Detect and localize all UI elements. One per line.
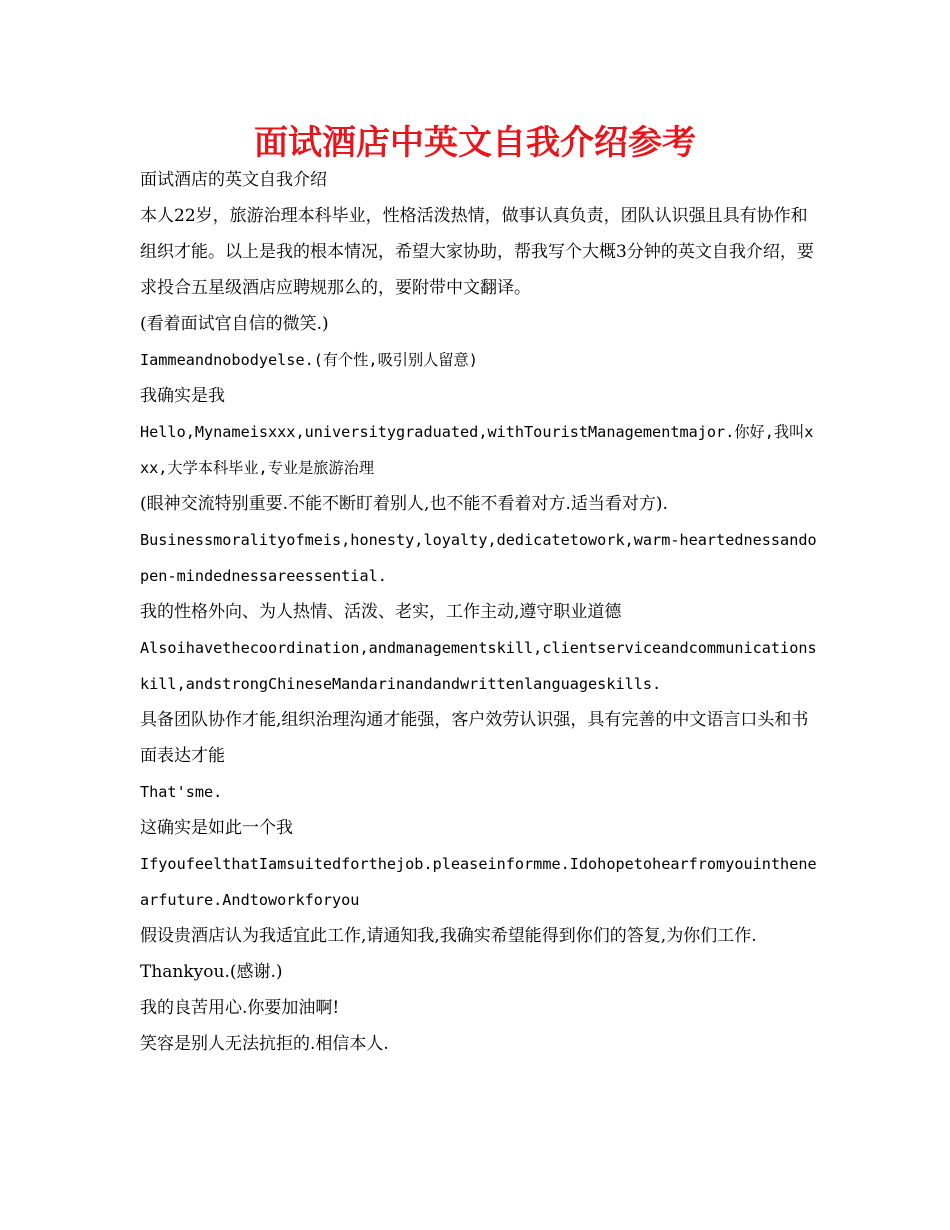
body-paragraph: Thankyou.(感谢.) <box>140 962 283 982</box>
body-paragraph: 面试酒店的英文自我介绍 <box>140 170 327 190</box>
body-paragraph: 我的性格外向、为人热情、活泼、老实，工作主动,遵守职业道德 <box>140 602 622 622</box>
body-paragraph: 我确实是我 <box>140 386 225 406</box>
body-paragraph: 我的良苦用心.你要加油啊! <box>140 998 340 1018</box>
body-paragraph: 假设贵酒店认为我适宜此工作,请通知我,我确实希望能得到你们的答复,为你们工作. <box>140 926 757 946</box>
page-title: 面试酒店中英文自我介绍参考 <box>254 123 696 163</box>
body-paragraph: Businessmoralityofmeis,honesty,loyalty,dedicatetowork,warm-heartednessandopen-mindednessareessential. <box>140 531 817 585</box>
body-paragraph: 笑容是别人无法抗拒的.相信本人. <box>140 1034 389 1054</box>
body-paragraph: That'sme. <box>140 783 223 801</box>
document-body <box>140 162 820 1062</box>
body-paragraph: 具备团队协作才能,组织治理沟通才能强，客户效劳认识强，具有完善的中文语言口头和书面表达才能 <box>140 710 809 766</box>
body-paragraph: Iammeandnobodyelse.(有个性,吸引别人留意) <box>140 351 478 369</box>
body-paragraph: 本人22岁，旅游治理本科毕业，性格活泼热情，做事认真负责，团队认识强且具有协作和组织才能。以上是我的根本情况，希望大家协助，帮我写个大概3分钟的英文自我介绍，要求投合五星级酒店应聘规那么的，要附带中文翻译。 <box>140 206 814 298</box>
body-paragraph: Alsoihavethecoordination,andmanagementskill,clientserviceandcommunicationskill,andstrongChineseMandarinandandwrittenlanguageskills. <box>140 639 817 693</box>
body-paragraph: (眼神交流特别重要.不能不断盯着别人,也不能不看着对方.适当看对方). <box>140 494 668 514</box>
body-paragraph: 这确实是如此一个我 <box>140 818 293 838</box>
body-paragraph: (看着面试官自信的微笑.) <box>140 314 329 334</box>
body-paragraph: Hello,Mynameisxxx,universitygraduated,withTouristManagementmajor.你好,我叫xxx,大学本科毕业,专业是旅游治理 <box>140 423 814 477</box>
body-paragraph: IfyoufeelthatIamsuitedforthejob.pleaseinformme.Idohopetohearfromyouinthenearfuture.Andtoworkforyou <box>140 855 817 909</box>
